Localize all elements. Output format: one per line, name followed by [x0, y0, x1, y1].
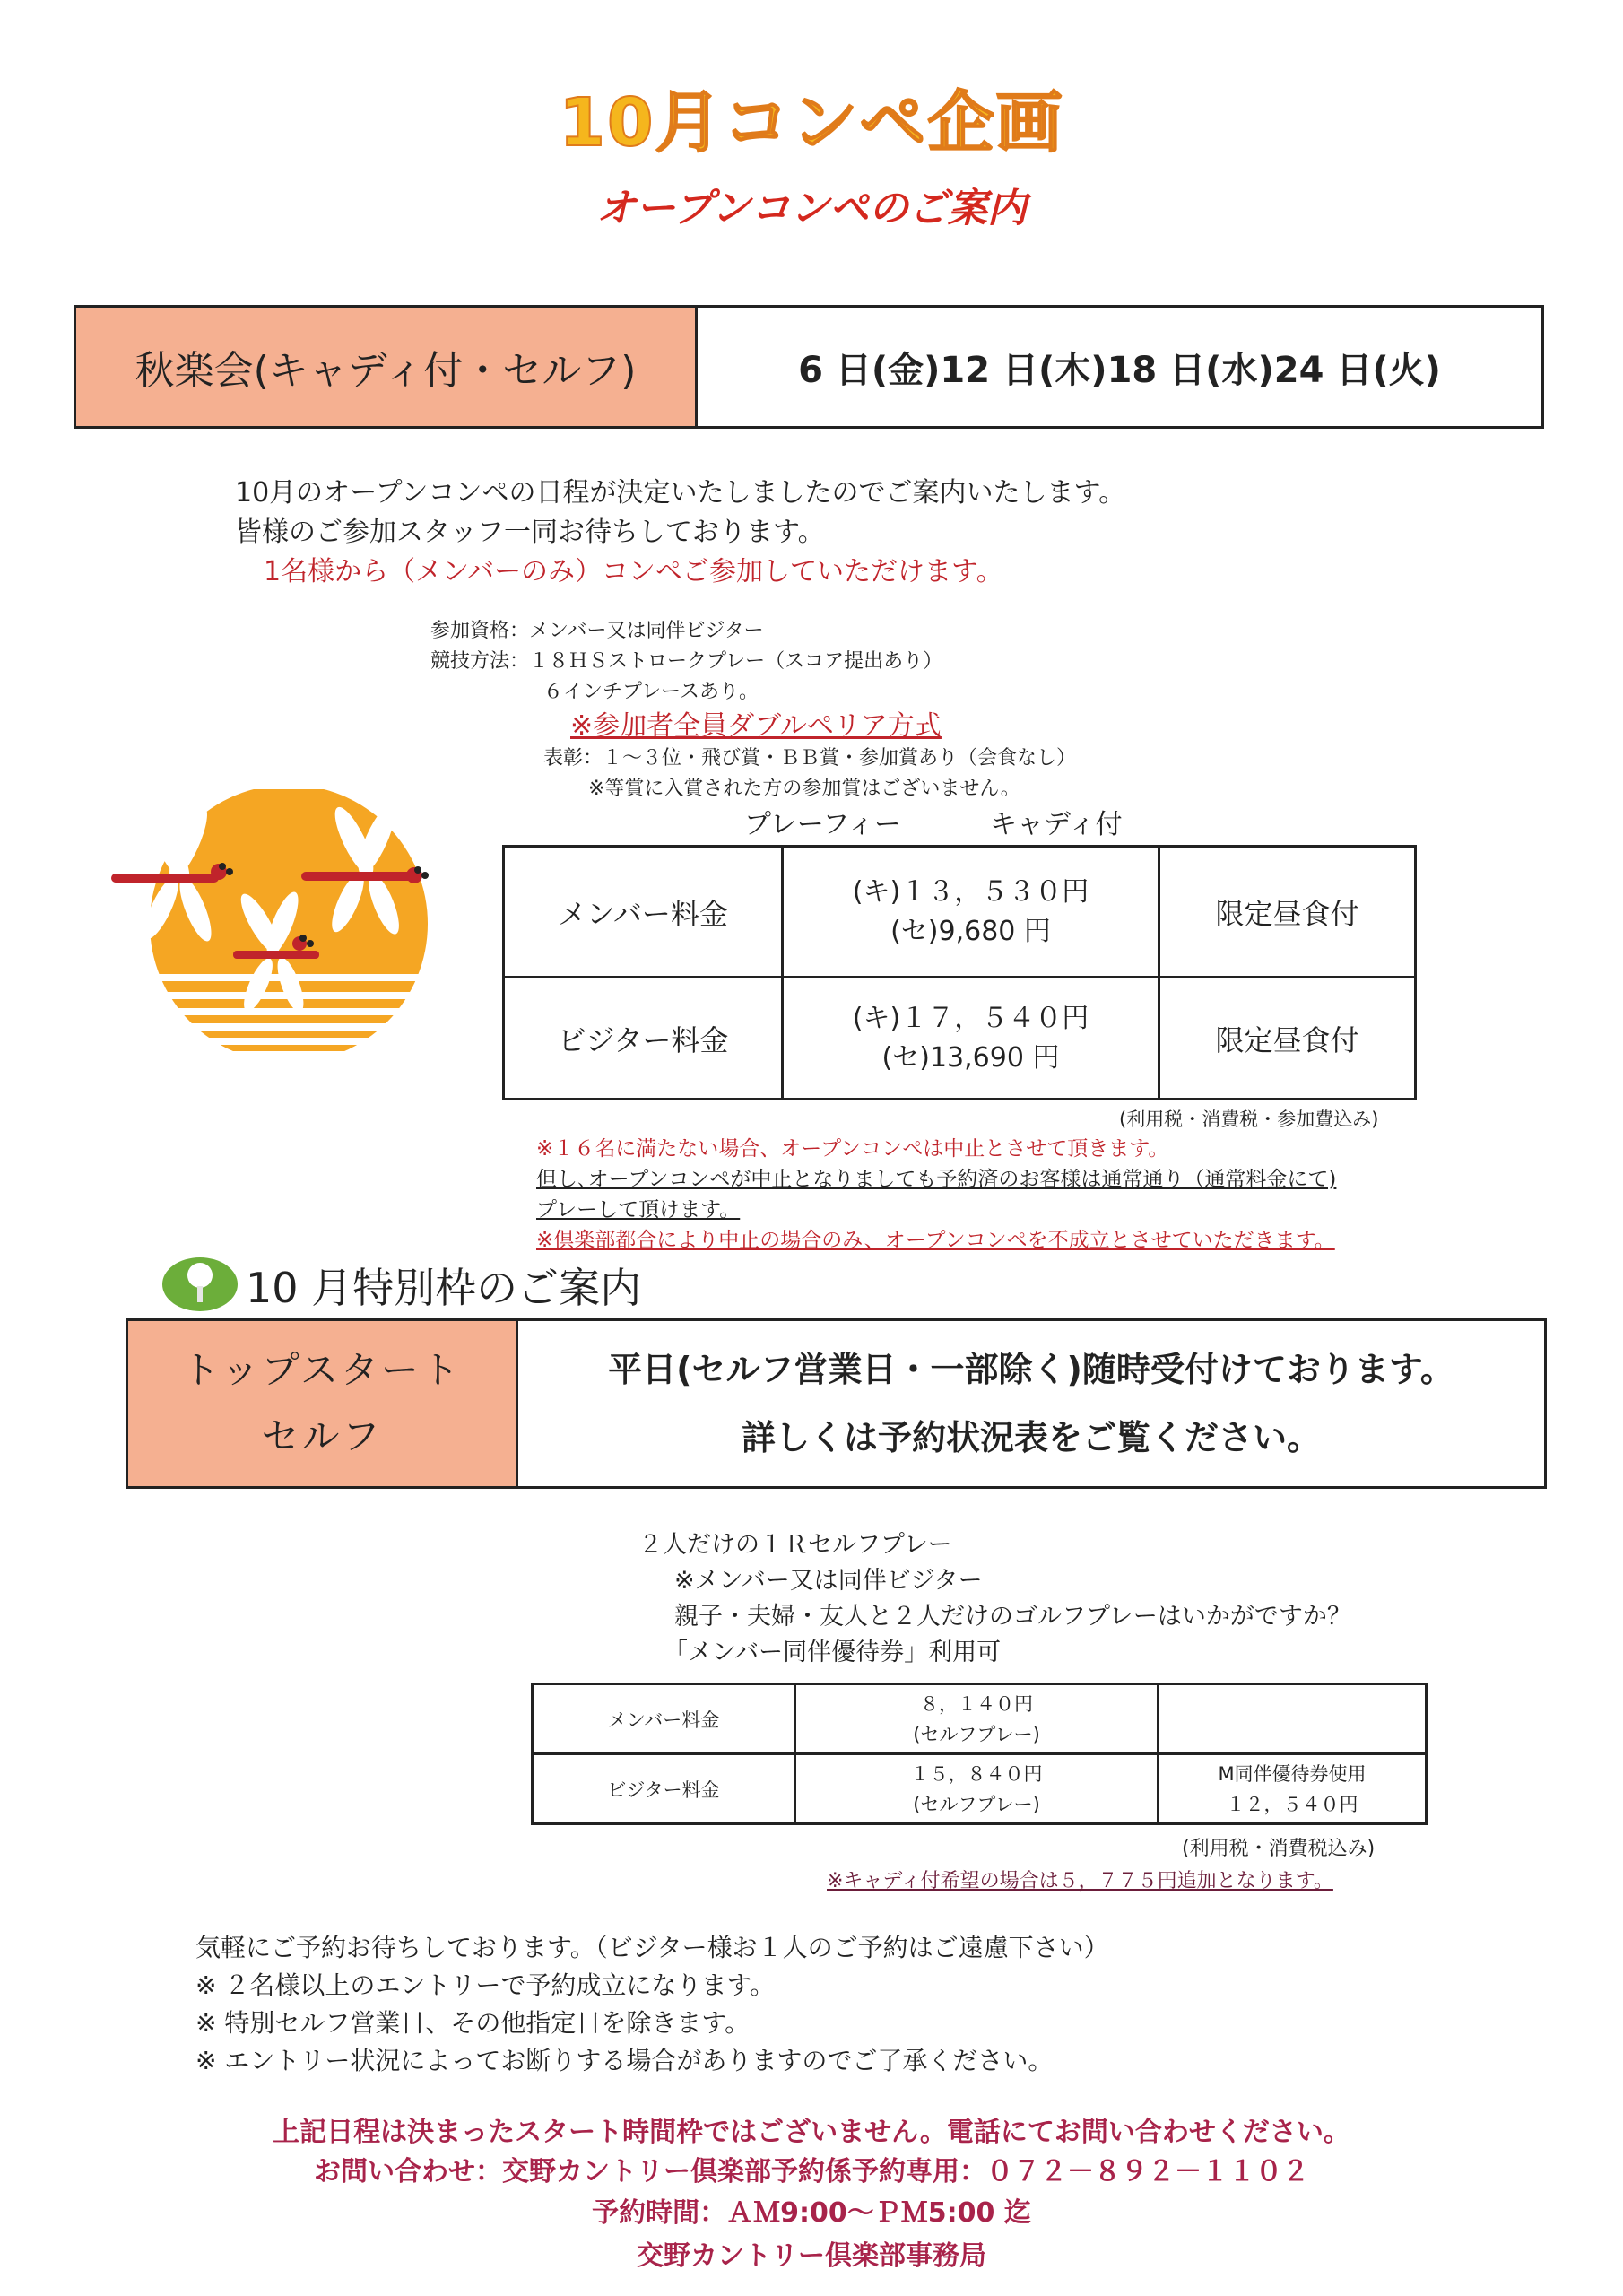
intro-line-3: 1名様から（メンバーのみ）コンペご参加していただけます。: [264, 556, 1003, 587]
detail-qualification: 参加資格：メンバー又は同伴ビジター: [430, 620, 764, 642]
fee-label-playfee: プレーフィー: [744, 809, 901, 840]
detail-awards: 表彰：１～３位・飛び賞・ＢＢ賞・参加賞あり（会食なし）: [543, 747, 1077, 770]
two-caddie-note: ※キャディ付希望の場合は５，７７５円追加となります。: [827, 1870, 1333, 1892]
fee-caddie: (キ)１７，５４０円: [852, 1002, 1089, 1034]
cancel-note-1: ※１６名に満たない場合、オープンコンペは中止とさせて頂きます。: [536, 1137, 1169, 1161]
special-heading: 10 月特別枠のご案内: [246, 1264, 642, 1312]
two-extra-label: M同伴優待券使用: [1218, 1762, 1367, 1785]
special-desc-line-2: 詳しくは予約状況表をご覧ください。: [741, 1418, 1321, 1457]
table-row: [533, 1754, 1427, 1824]
two-price: [795, 1684, 1159, 1754]
two-type: メンバー料金: [533, 1684, 795, 1754]
note-line-1: 気軽にご予約お待ちしております。（ビジター様お１人のご予約はご遠慮下さい）: [195, 1933, 1109, 1962]
fee-price: [783, 978, 1159, 1100]
special-name-line-2: セルフ: [261, 1414, 383, 1458]
twosome-line-3: 親子・夫婦・友人と２人だけのゴルフプレーはいかがですか？: [674, 1603, 1351, 1631]
two-price: [795, 1754, 1159, 1824]
footer-line-4: 交野カントリー倶楽部事務局: [637, 2240, 986, 2272]
twosome-line-4: 「メンバー同伴優待券」利用可: [664, 1639, 1002, 1666]
detail-placement: ６インチプレースあり。: [543, 681, 759, 703]
two-extra: [1159, 1684, 1427, 1754]
note-line-4: ※ エントリー状況によってお断りする場合がありますのでご了承ください。: [195, 2046, 1054, 2075]
twosome-line-2: ※メンバー又は同伴ビジター: [674, 1567, 983, 1595]
fee-note: 限定昼食付: [1159, 978, 1416, 1100]
two-extra-value: １２，５４０円: [1226, 1793, 1358, 1815]
fee-price: [783, 847, 1159, 978]
page-subtitle: オープンコンペのご案内: [595, 186, 1028, 231]
table-row: [504, 847, 1416, 978]
twosome-line-1: ２人だけの１Ｒセルフプレー: [638, 1531, 952, 1559]
event-box: [74, 305, 1544, 429]
intro-line-1: 10月のオープンコンペの日程が決定いたしましたのでご案内いたします。: [235, 477, 1126, 509]
fee-self: (セ)13,690 円: [881, 1041, 1060, 1074]
cancel-note-3: プレーして頂けます。: [536, 1198, 741, 1222]
two-price-value: ８，１４０円: [920, 1692, 1033, 1715]
table-row: [533, 1684, 1427, 1754]
twosome-table: [531, 1683, 1428, 1825]
special-box: [126, 1318, 1547, 1489]
event-name: 秋楽会(キャディ付・セルフ): [76, 308, 698, 426]
detail-method: 競技方法：１８ＨＳストロークプレー（スコア提出あり）: [430, 650, 943, 673]
two-extra: [1159, 1754, 1427, 1824]
table-row: [504, 978, 1416, 1100]
special-name-line-1: トップスタート: [181, 1348, 463, 1392]
page-title: 10月コンペ企画: [559, 84, 1064, 161]
special-desc: [518, 1321, 1544, 1486]
two-price-value: １５，８４０円: [910, 1762, 1043, 1785]
two-price-sub: (セルフプレー): [913, 1723, 1040, 1745]
fee-type: ビジター料金: [504, 978, 783, 1100]
fee-tax-note: (利用税・消費税・参加費込み): [1119, 1109, 1379, 1130]
two-type: ビジター料金: [533, 1754, 795, 1824]
fee-label-caddie: キャディ付: [990, 809, 1123, 840]
detail-peria: ※参加者全員ダブルペリア方式: [570, 710, 942, 742]
dragonfly-sun-illustration: [99, 789, 484, 1076]
footer-line-3: 予約時間：ＡＭ9:00～ＰＭ5:00 迄: [592, 2197, 1031, 2229]
footer-line-1: 上記日程は決まったスタート時間枠ではございません。電話にてお問い合わせください。: [273, 2117, 1350, 2148]
fee-table: [502, 845, 1417, 1100]
cancel-note-4: ※倶楽部都合により中止の場合のみ、オープンコンペを不成立とさせていただきます。: [536, 1229, 1335, 1252]
fee-self: (セ)9,680 円: [890, 915, 1051, 947]
golf-ball-icon: [160, 1250, 240, 1315]
fee-caddie: (キ)１３，５３０円: [852, 875, 1089, 908]
footer-line-2: お問い合わせ：交野カントリー倶楽部予約係予約専用：０７２－８９２－１１０２: [314, 2156, 1309, 2187]
fee-note: 限定昼食付: [1159, 847, 1416, 978]
note-line-2: ※ ２名様以上のエントリーで予約成立になります。: [195, 1970, 776, 2000]
detail-award-note: ※等賞に入賞された方の参加賞はございません。: [588, 778, 1020, 800]
fee-type: メンバー料金: [504, 847, 783, 978]
special-name: [128, 1321, 518, 1486]
note-line-3: ※ 特別セルフ営業日、その他指定日を除きます。: [195, 2008, 751, 2038]
special-desc-line-1: 平日(セルフ営業日・一部除く)随時受付けております。: [608, 1350, 1454, 1389]
event-dates: 6 日(金)12 日(木)18 日(水)24 日(火): [798, 349, 1441, 391]
two-price-sub: (セルフプレー): [913, 1793, 1040, 1815]
cancel-note-2: 但し､オープンコンペが中止となりましても予約済のお客様は通常通り（通常料金にて): [536, 1168, 1337, 1191]
two-tax-note: (利用税・消費税込み): [1182, 1838, 1376, 1860]
intro-line-2: 皆様のご参加スタッフ一同お待ちしております。: [235, 517, 825, 548]
